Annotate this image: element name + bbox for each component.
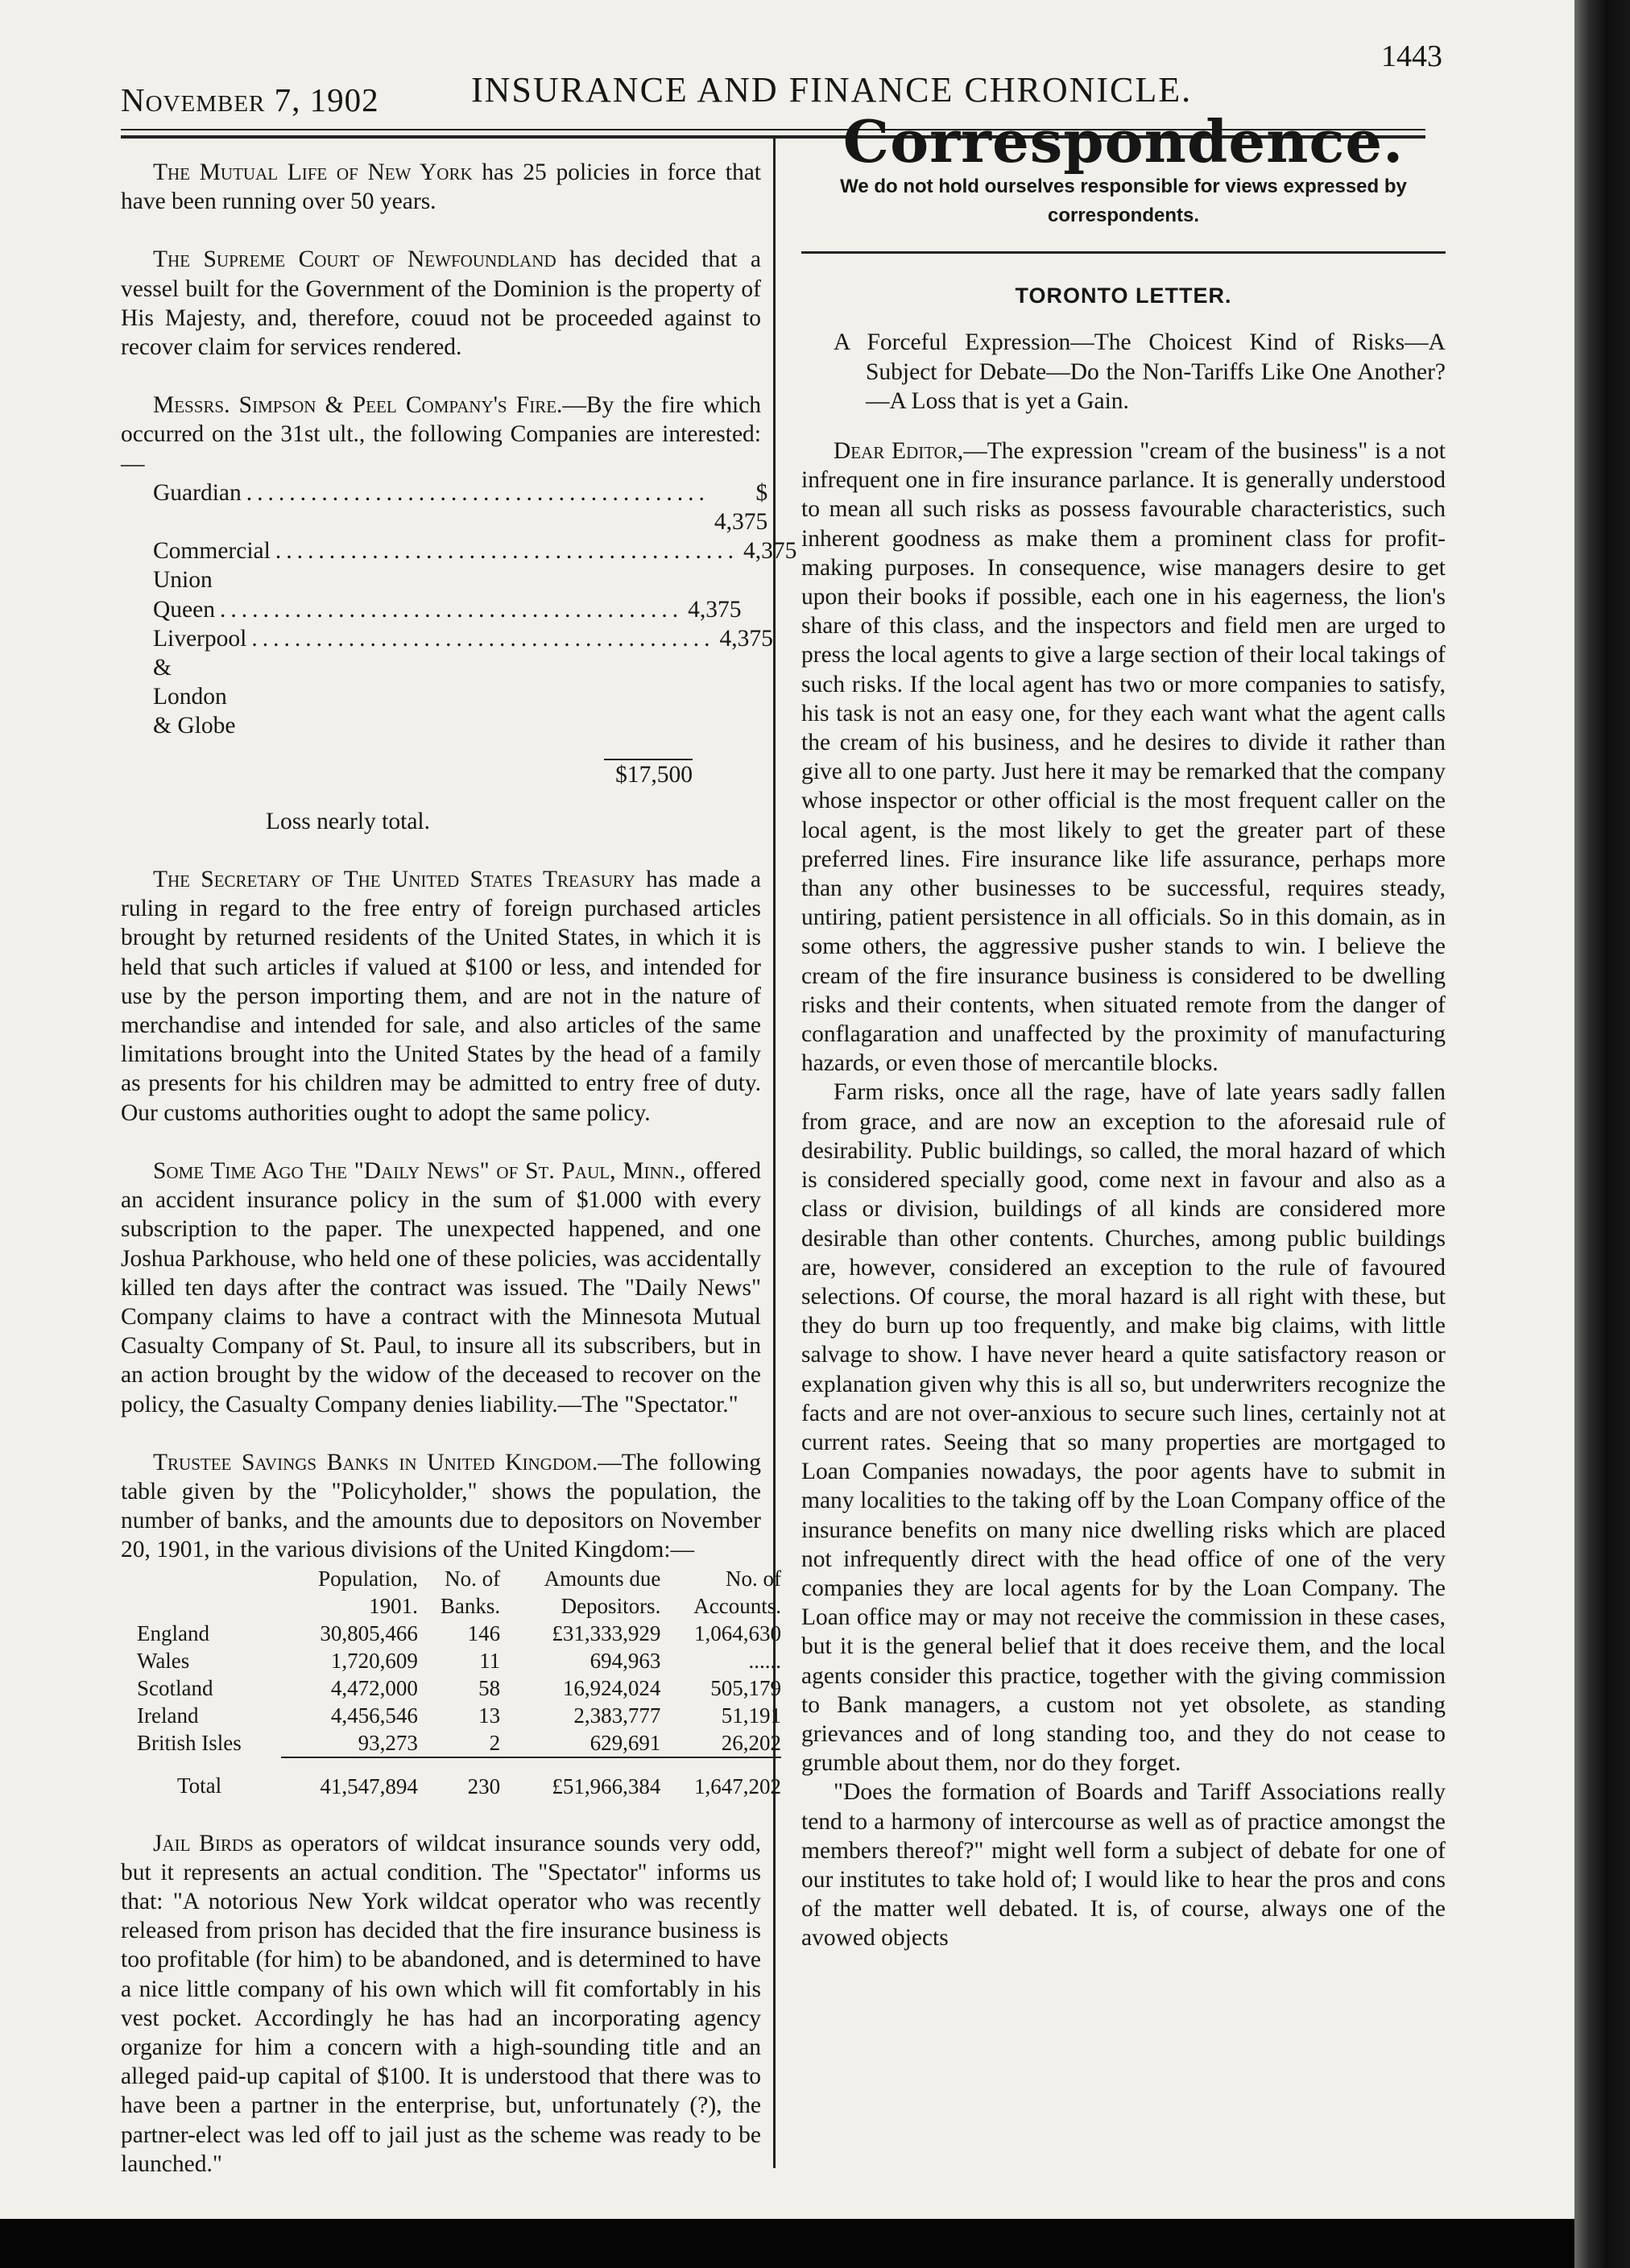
total-label: Total <box>177 1773 222 1798</box>
company-row: Liverpool & London & Globe ........................................... 4,375 <box>153 624 660 741</box>
paragraph-text: —The expression "cream of the business" is a not infrequent one in fire insurance parlance. It is generally understood to mean all such risks as possess favourable characteristics, such inherent goodness as make them a prominent class for profit-making purposes. In consequence, wise managers desire to get upon their books if possible, each one in his eagerness, the lion's share of this class, and the inspectors and field men are urged to press the local agents to give a large section of their local takings of such risks. If the local agent has two or more companies to satisfy, his task is not an easy one, for they each want what the agent calls the cream of his business, and he desires to divide it rather than give all to one party. Just here it may be remarked that the company whose inspector or other official is the most frequent caller on the local agent, is the most likely to get the greater part of these preferred lines. Fire insurance like life assurance, perhaps more than any other businesses to be successful, requires steady, untiring, patient persistence in all officials. So in this domain, as in some others, the aggressive pusher stands to win. I believe the cream of the fire insurance business is considered to be dwelling risks and their contents, when situated remote from the danger of conflagaration and unaffected by the proximity of manufacturing hazards, or even those of mercantile blocks. <box>801 438 1446 1077</box>
item-daily-news <box>121 1157 761 1419</box>
accounts-cell: 505,179 <box>710 1675 781 1700</box>
salutation: Dear Editor, <box>834 438 964 465</box>
population-total: 41,547,894 <box>320 1773 418 1798</box>
page-number: 1443 <box>1381 39 1442 73</box>
item-body: offered an accident insurance policy in the sum of $1.000 with every subscription to the paper. The unexpected happened, and one Joshua Parkhouse, who held one of these policies, was accidentally killed ten days after the contract was issued. The "Daily News" Company claims to have a contract with the Minnesota Mutual Casualty Company of St. Paul, to insure all its subscribers, but in an action brought by the widow of the deceased to recover on the policy, the Casualty Company denies liability.—The "Spectator." <box>121 1157 761 1418</box>
letter-title: TORONTO LETTER. <box>1015 284 1232 308</box>
item-trustee-savings <box>121 1448 761 1565</box>
table-header-row <box>137 1592 781 1620</box>
banks-cell: 11 <box>479 1648 501 1673</box>
accounts-cell: ...... <box>748 1648 781 1673</box>
header-cell: Depositors. <box>561 1593 661 1618</box>
item-lead: Jail Birds <box>153 1830 254 1856</box>
companies-table <box>153 478 797 789</box>
savings-banks-table <box>137 1565 781 1800</box>
banks-cell: 2 <box>418 1729 500 1757</box>
item-mutual-life <box>121 158 761 216</box>
table-total-row <box>137 1757 781 1800</box>
company-row: Queen ........................................... 4,375 <box>153 595 660 624</box>
accounts-cell: 26,202 <box>660 1729 781 1757</box>
left-column <box>121 158 797 2179</box>
company-amount: $ 4,375 <box>714 479 768 536</box>
row-label: Wales <box>137 1648 190 1673</box>
item-lead: The Supreme Court of Newfoundland <box>153 246 556 273</box>
company-amount: 4,375 <box>743 538 797 565</box>
scan-border <box>0 2219 1574 2268</box>
banks-cell: 13 <box>478 1703 501 1728</box>
population-cell: 1,720,609 <box>330 1648 418 1673</box>
company-amount: 4,375 <box>719 625 773 652</box>
header-cell: Amounts due <box>544 1566 661 1591</box>
header-cell: No. of <box>726 1566 781 1591</box>
item-body: as operators of wildcat insurance sounds very odd, but it represents an actual condition. The "Spectator" informs us that: "A notorious New York wildcat operator who was recently released from prison has decided that the fire insurance business is too profitable (for him) to be abandoned, and is determined to have a nice little company of his own which will fit comfortably in his vest pocket. Accordingly he has had an incorporating agency organize for him a concern with a high-sounding title and an alleged paid-up capital of $100. It is understood that there was to have been a partner in the enterprise, but, unfortunately (?), the partner-elect was led off to jail just as the scheme was ready to be launched." <box>121 1830 761 2177</box>
company-name: Commercial Union <box>153 538 271 594</box>
company-row: Guardian ........................................... $ 4,375 <box>153 478 660 536</box>
header-cell: Accounts. <box>693 1593 781 1618</box>
item-body: —The following table given by the "Policyholder," shows the population, the number of banks, and the amounts due to depositors on November 20, 1901, in the various divisions of the United Kingdom:— <box>121 1449 761 1563</box>
population-cell: 93,273 <box>281 1729 418 1757</box>
table-header-row <box>137 1565 781 1592</box>
right-column <box>801 107 1446 1953</box>
header-cell: Population, <box>318 1566 418 1591</box>
row-label: British Isles <box>137 1731 242 1756</box>
loss-note: Loss nearly total. <box>266 808 430 834</box>
banks-cell: 58 <box>478 1675 501 1700</box>
row-label: Ireland <box>137 1703 199 1728</box>
amount-total: £51,966,384 <box>552 1773 661 1798</box>
company-row: Commercial Union ........................................... 4,375 <box>153 536 660 594</box>
table-row <box>137 1729 781 1757</box>
item-treasury <box>121 865 761 1128</box>
company-name: Guardian <box>153 479 242 506</box>
header-cell <box>137 1565 281 1592</box>
item-jail-birds <box>121 1829 761 2179</box>
item-lead: The Secretary of The United States Treasury <box>153 867 635 893</box>
item-lead: Messrs. Simpson & Peel Company's Fire. <box>153 392 563 419</box>
company-amount: 4,375 <box>688 596 742 623</box>
header-cell: 1901. <box>369 1593 418 1618</box>
table-row <box>137 1620 781 1647</box>
population-cell: 30,805,466 <box>320 1620 418 1645</box>
row-label: Scotland <box>137 1675 213 1700</box>
binding-edge <box>1574 0 1630 2268</box>
amount-cell: £31,333,929 <box>552 1620 661 1645</box>
letter-paragraph-1 <box>801 437 1446 1078</box>
amount-cell: 694,963 <box>590 1648 661 1673</box>
column-divider <box>773 139 776 2168</box>
company-name: Queen <box>153 596 215 623</box>
item-body: has 25 policies in force that have been running over 50 years. <box>121 159 761 215</box>
company-name: Liverpool & London & Globe <box>153 625 247 739</box>
item-lead: Some Time Ago The "Daily News" of St. Paul, Minn., <box>153 1157 686 1184</box>
amount-cell: 2,383,777 <box>573 1703 661 1728</box>
issue-date: November 7, 1902 <box>121 81 379 118</box>
disclaimer: We do not hold ourselves responsible for views expressed by correspondents. <box>840 176 1407 227</box>
letter-paragraph-3: "Does the formation of Boards and Tariff Associations really tend to a harmony of intercourse as well as of practice amongst the members thereof?" might well form a subject of debate for one of our institutes to take hold of; I would like to hear the pros and cons of the matter well debated. It is, of course, always one of the avowed objects <box>801 1779 1446 1951</box>
header-cell <box>137 1592 281 1620</box>
amount-cell: 629,691 <box>500 1729 660 1757</box>
population-cell: 4,456,546 <box>330 1703 418 1728</box>
item-lead: The Mutual Life of New York <box>153 159 473 185</box>
banks-total: 230 <box>467 1773 501 1798</box>
item-body: has made a ruling in regard to the free entry of foreign purchased articles brought by returned residents of the United States, in which it is held that such articles if valued at $100 or less, and intended for use by the person importing them, and are not in the nature of merchandise and intended for sale, and also articles of the same limitations brought into the United States by the head of a family as presents for his children may be admitted to entry free of duty. Our customs authorities ought to adopt the same policy. <box>121 867 761 1126</box>
item-supreme-court <box>121 245 761 362</box>
correspondence-heading: Correspondence. <box>842 107 1405 176</box>
item-body: —By the fire which occurred on the 31st ult., the following Companies are interested:— <box>121 392 761 477</box>
accounts-total: 1,647,202 <box>694 1773 781 1798</box>
letter-subhead: A Forceful Expression—The Choicest Kind of Risks—A Subject for Debate—Do the Non-Tariffs Like One Another?—A Loss that is yet a Gain. <box>834 329 1446 414</box>
item-body: has decided that a vessel built for the Government of the Dominion is the property of His Majesty, and, therefore, couud not be proceeded against to recover claim for services rendered. <box>121 246 761 361</box>
item-simpson-fire <box>121 391 761 478</box>
companies-total: $17,500 <box>604 759 693 789</box>
table-row <box>137 1702 781 1729</box>
item-lead: Trustee Savings Banks in United Kingdom. <box>153 1449 598 1475</box>
accounts-cell: 1,064,630 <box>694 1620 781 1645</box>
publication-title: INSURANCE AND FINANCE CHRONICLE. <box>471 70 1193 110</box>
header-cell: Banks. <box>440 1593 501 1618</box>
letter-paragraph-2: Farm risks, once all the rage, have of late years sadly fallen from grace, and are now an exception to the aforesaid rule of desirability. Public buildings, so called, the moral hazard of which is considered specially good, come next in favour and also as a class or division, buildings of all kinds are considered more desirable than other contents. Churches, among public buildings are, however, considered an exception to the rule of favoured selections. Of course, the moral hazard is all right with these, but they do burn up too frequently, and make big claims, with little salvage to show. I have never heard a quite satisfactory reason or explanation given why this is all so, but underwriters recognize the facts and are not over-anxious to secure such lines, certainly not at current rates. Seeing that so many properties are mortgaged to Loan Companies nowadays, the poor agents have to submit in many localities to the taking off by the Loan Company office of the insurance benefits on many nice dwelling risks which are placed not infrequently direct with the head office of one of the very companies they are local agents for by the Loan Company. The Loan office may or may not receive the commission in these cases, but it is the general belief that it does receive them, and the local agents consider this practice, together with the giving commission to Bank managers, a custom not yet obsolete, as standing grievances and of long standing too, and they do not cease to grumble about them, nor do they forget. <box>801 1079 1446 1777</box>
accounts-cell: 51,191 <box>721 1703 781 1728</box>
row-label: England <box>137 1620 209 1645</box>
population-cell: 4,472,000 <box>330 1675 418 1700</box>
table-row <box>137 1674 781 1702</box>
amount-cell: 16,924,024 <box>562 1675 661 1700</box>
header-cell: No. of <box>445 1566 501 1591</box>
table-row <box>137 1647 781 1674</box>
banks-cell: 146 <box>467 1620 501 1645</box>
